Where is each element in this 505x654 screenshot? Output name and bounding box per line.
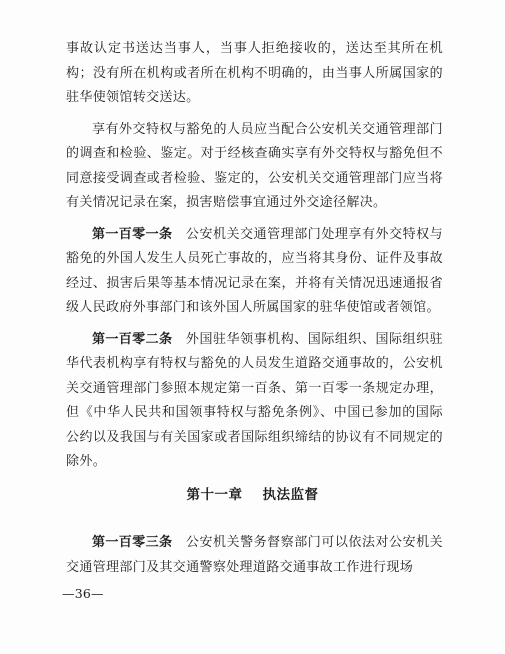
article-101-text: 公安机关交通管理部门处理享有外交特权与豁免的外国人发生人员死亡事故的，应当将其身份、证件及事故经过、损害后果等基本情况记录在案，并将有关情况迅速通报省级人民政府外事部门和该外国人所属国家的驻华使馆或者领馆。 (66, 226, 443, 315)
article-102-text: 外国驻华领事机构、国际组织、国际组织驻华代表机构享有特权与豁免的人员发生道路交通事故的，公安机关交通管理部门参照本规定第一百条、第一百零一条规定办理，但《中华人民共和国领事特权与豁免条例》、中国已参加的国际公约以及我国与有关国家或者国际组织缔结的协议有不同规定的除外。 (66, 331, 443, 469)
paragraph-diplomatic-cooperation: 享有外交特权与豁免的人员应当配合公安机关交通管理部门的调查和检验、鉴定。对于经核查确实享有外交特权与豁免但不同意接受调查或者检验、鉴定的，公安机关交通管理部门应当将有关情况记录在案，损害赔偿事宜通过外交途径解决。 (66, 121, 443, 210)
article-102 (66, 328, 443, 475)
chapter-heading (0, 483, 505, 503)
article-103-block (66, 531, 443, 580)
chapter-number: 第十一章 (186, 487, 243, 503)
article-103-label: 第一百零三条 (92, 535, 173, 550)
article-103-text: 公安机关警务督察部门可以依法对公安机关交通管理部门及其交通警察处理道路交通事故工作进行现场 (66, 535, 443, 575)
article-102-label: 第一百零二条 (92, 331, 173, 347)
article-101-label: 第一百零一条 (92, 226, 173, 242)
page-number: —36— (62, 586, 104, 601)
paragraph-service-of-determination: 事故认定书送达当事人，当事人拒绝接收的，送达至其所在机构；没有所在机构或者所在机构不明确的，由当事人所属国家的驻华使领馆转交送达。 (66, 41, 443, 105)
article-103 (66, 531, 443, 580)
body-text (66, 37, 443, 475)
article-101 (66, 223, 443, 321)
chapter-title: 执法监督 (262, 487, 319, 503)
